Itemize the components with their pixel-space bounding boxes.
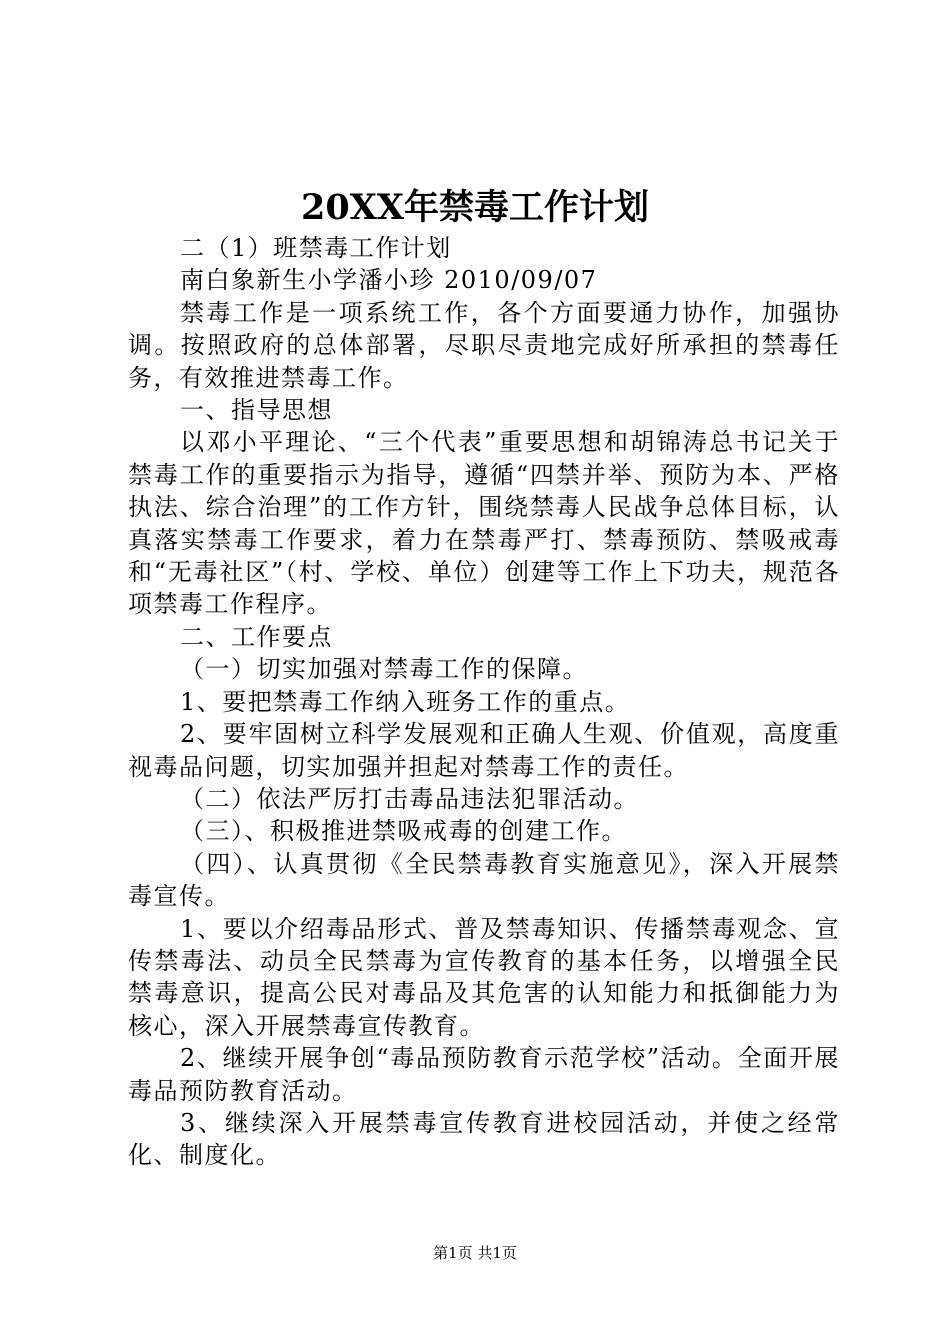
class-plan-heading: 二（1）班禁毒工作计划 (180, 234, 452, 262)
subsection-heading-1: （一）切实加强对禁毒工作的保障。 (180, 655, 588, 684)
work-point-item: 2、要牢固树立科学发展观和正确人生观、价值观，高度重视毒品问题，切实加强并担起对禁毒工作的责任。 (128, 720, 840, 781)
subsection-heading-4: （四）、认真贯彻《全民禁毒教育实施意见》，深入开展禁毒宣传。 (128, 849, 840, 911)
work-point-item: 1、要以介绍毒品形式、普及禁毒知识、传播禁毒观念、宣传禁毒法、动员全民禁毒为宣传教育的基本任务，以增强全民禁毒意识，提高公民对毒品及其危害的认知能力和抵御能力为核心，深入开展禁毒宣传教育。 (128, 914, 840, 1040)
work-point-item: 3、继续深入开展禁毒宣传教育进校园活动，并使之经常化、制度化。 (128, 1108, 840, 1170)
work-point-item: 1、要把禁毒工作纳入班务工作的重点。 (180, 687, 631, 716)
section-heading-work-points: 二、工作要点 (180, 622, 333, 651)
section-heading-guiding-ideology: 一、指导思想 (180, 396, 333, 425)
page-footer: 第1页 共1页 (433, 1244, 517, 1262)
work-point-item: 2、继续开展争创“毒品预防教育示范学校”活动。全面开展毒品预防教育活动。 (128, 1044, 840, 1105)
subsection-heading-2: （二）依法严厉打击毒品违法犯罪活动。 (180, 784, 639, 813)
guiding-ideology-paragraph: 以邓小平理论、“三个代表”重要思想和胡锦涛总书记关于禁毒工作的重要指示为指导，遵循“四禁并举、预防为本、严格执法、综合治理”的工作方针，围绕禁毒人民战争总体目标，认真落实禁毒工作要求，着力在禁毒严打、禁毒预防、禁吸戒毒和“无毒社区”（村、学校、单位）创建等工作上下功夫，规范各项禁毒工作程序。 (128, 428, 840, 619)
subsection-heading-3: （三）、积极推进禁吸戒毒的创建工作。 (180, 817, 627, 846)
author-line: 南白象新生小学潘小珍 2010/09/07 (180, 266, 598, 295)
document-title: 20XX年禁毒工作计划 (300, 187, 650, 228)
intro-paragraph: 禁毒工作是一项系统工作，各个方面要通力协作，加强协调。按照政府的总体部署，尽职尽责地完成好所承担的禁毒任务，有效推进禁毒工作。 (128, 298, 840, 392)
document-body (128, 232, 840, 1172)
